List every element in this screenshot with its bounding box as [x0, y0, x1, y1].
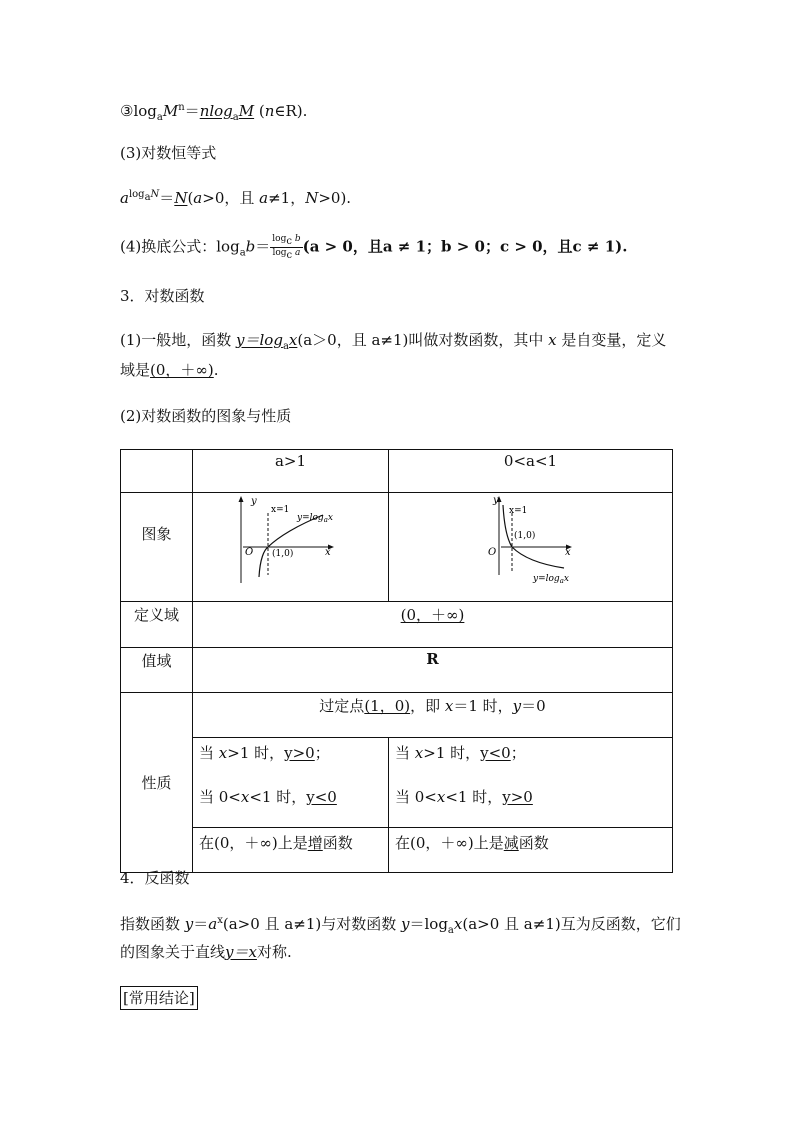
graph2-asymptote-label: x=1: [509, 506, 528, 516]
graph1-asymptote-label: x=1: [271, 505, 290, 515]
graph-cell-decreasing: [389, 493, 673, 602]
log-function-expression: $y=\log_ax$: [236, 331, 298, 352]
change-of-base-fraction: $\frac{\log_c b}{\log_c a}$: [272, 234, 301, 261]
sign-property-decreasing: 当 x>1 时，y<0； 当 0<x<1 时，y>0: [389, 738, 673, 828]
sign-property-increasing: 当 x>1 时，y>0； 当 0<x<1 时，y<0: [193, 738, 389, 828]
fixed-point-value: (1，0): [364, 697, 411, 715]
graph1-y-label: y: [251, 496, 257, 507]
graph-properties-title: (2)对数函数的图象与性质: [120, 407, 292, 425]
header-a-between-0-1: 0<a<1: [389, 450, 673, 493]
common-conclusion-label: [常用结论]: [120, 986, 198, 1010]
graph2-origin-label: O: [488, 547, 497, 558]
graph2-function-label: $y=\log_ax$: [533, 574, 569, 585]
graph1-origin-label: O: [245, 547, 254, 558]
monotonicity-decreasing: 在(0，＋∞)上是减函数: [389, 828, 673, 873]
row-label-domain: 定义域: [121, 602, 193, 648]
inverse-function-line2: 的图象关于直线y＝x对称.: [120, 943, 292, 961]
log-identity-formula: $a^{log_aN}=N(a>0$，且 a≠1，N>0).: [120, 189, 352, 207]
graph1-x-label: x: [325, 547, 331, 558]
log-function-definition-line1: (1)一般地，函数 $y=\log_ax(a>0$，且 a≠1)叫做对数函数，其中 x 是自变量，定义: [120, 331, 667, 352]
graph1-function-label: $y=\log_ax$: [297, 513, 333, 524]
row-label-range: 值域: [121, 648, 193, 693]
row-label-properties: 性质: [121, 693, 193, 873]
graph2-x-label: x: [565, 547, 571, 558]
section-4-title: 4．反函数: [120, 869, 190, 887]
graph-cell-increasing: [193, 493, 389, 602]
graph1-point-label: (1,0): [272, 549, 294, 559]
graph-log-increasing: [193, 493, 388, 597]
graph2-y-label: y: [493, 495, 499, 506]
section-3-title: 3．对数函数: [120, 287, 205, 305]
log-function-domain: (0，＋∞): [150, 361, 214, 379]
fixed-point-property: 过定点(1，0)，即 x＝1 时，y＝0: [193, 693, 673, 738]
graph2-point-label: (1,0): [514, 531, 536, 541]
log-identity-answer: N: [174, 189, 188, 207]
monotonicity-increasing: 在(0，＋∞)上是增函数: [193, 828, 389, 873]
log-function-properties-table: [120, 449, 673, 873]
log-power-rule: $③\log_aM^n=nlog_aM$ (n∈R).: [120, 102, 308, 123]
row-label-graph: 图象: [121, 493, 193, 602]
symmetry-line: y＝x: [225, 943, 257, 961]
section-log-identity-title: (3)对数恒等式: [120, 144, 217, 162]
change-of-base-formula: (4)换底公式：$\log_ab=$ $\frac{\log_c b}{\log_c a}$ (a > 0，且a ≠ 1；b > 0；c > 0，且c ≠ 1).: [120, 234, 628, 261]
log-power-rule-answer: nlog$_a$M: [199, 102, 255, 123]
header-a-greater-1: a>1: [193, 450, 389, 493]
inverse-function-line1: 指数函数 $y=a^x(a>0$ 且 a≠1)与对数函数 $y=\log_ax(a>0$ 且 a≠1)互为反函数，它们: [120, 915, 681, 936]
graph-log-decreasing: [389, 493, 672, 597]
range-value: R: [193, 648, 673, 693]
domain-value: (0，＋∞): [400, 606, 465, 624]
log-function-definition-line2: 域是(0，＋∞).: [120, 361, 219, 379]
